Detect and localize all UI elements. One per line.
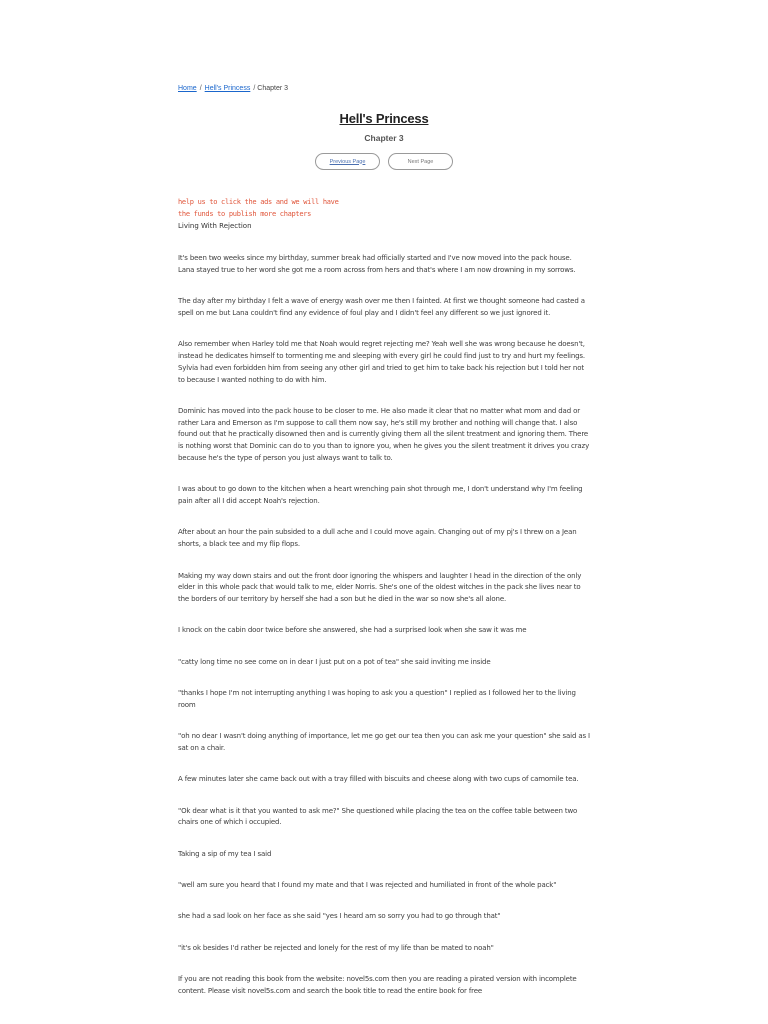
paragraph: Making my way down stairs and out the front door ignoring the whispers and laughter I head in the direction of the only elder in this whole pack that would talk to me, elder Norris. She's one of the oldest witches in the pack she lives near to the borders of our territory by herself she had a son but he died in the war so now she's all alone. bbox=[178, 571, 582, 604]
breadcrumb-current: Chapter 3 bbox=[257, 85, 289, 92]
paragraph: A few minutes later she came back out with a tray filled with biscuits and cheese along with two cups of camomile tea. bbox=[178, 775, 579, 784]
chapter-nav bbox=[178, 153, 590, 170]
book-title[interactable]: Hell's Princess bbox=[339, 111, 429, 126]
next-page-label: Next Page bbox=[407, 158, 434, 165]
breadcrumb-book-link[interactable]: Hell's Princess bbox=[204, 85, 251, 92]
paragraph: "Ok dear what is it that you wanted to ask me?" She questioned while placing the tea on the coffee table between two chairs one of which i occupied. bbox=[178, 806, 578, 827]
promo-line: help us to click the ads and we will have bbox=[178, 198, 339, 206]
chapter-heading: Living With Rejection bbox=[178, 222, 252, 230]
paragraph: Also remember when Harley told me that Noah would regret rejecting me? Yeah well she was wrong because he doesn't, instead he dedicates himself to tormenting me and sleeping with every girl he could find just to try and hurt my feelings. Sylvia had even forbidden him from seeing any other girl and tried to get him to take back his rejection but I told her not to because I wanted nothing to do with him. bbox=[178, 340, 585, 384]
paragraph: It's been two weeks since my birthday, summer break had officially started and I've now moved into the pack house. Lana stayed true to her word she got me a room across from hers and that's where I am now drowning in my sorrows. bbox=[178, 254, 576, 274]
breadcrumb-separator: / bbox=[199, 85, 202, 92]
breadcrumb-separator: / bbox=[253, 85, 256, 92]
paragraph: The day after my birthday I felt a wave of energy wash over me then I fainted. At first we thought someone had casted a spell on me but Lana couldn't find any evidence of foul play and I didn't feel any different so we just ignored it. bbox=[178, 297, 585, 317]
previous-page-button[interactable] bbox=[315, 153, 380, 170]
chapter-container bbox=[178, 84, 590, 997]
paragraph: she had a sad look on her face as she said "yes I heard am so sorry you had to go through that" bbox=[178, 912, 501, 921]
paragraph: Taking a sip of my tea I said bbox=[178, 849, 272, 858]
paragraph: After about an hour the pain subsided to a dull ache and I could move again. Changing out of my pj's I threw on a Jean shorts, a black tee and my flip flops. bbox=[178, 528, 577, 549]
breadcrumb-home-link[interactable]: Home bbox=[178, 85, 197, 92]
paragraph: I knock on the cabin door twice before she answered, she had a surprised look when she saw it was me bbox=[178, 626, 527, 635]
promo-notice bbox=[178, 196, 590, 220]
breadcrumb bbox=[178, 84, 590, 94]
chapter-body bbox=[178, 253, 590, 997]
paragraph: I was about to go down to the kitchen when a heart wrenching pain shot through me, I don't understand why I'm feeling pain after all I did accept Noah's rejection. bbox=[178, 485, 583, 506]
paragraph: "catty long time no see come on in dear I just put on a pot of tea" she said inviting me inside bbox=[178, 657, 491, 666]
paragraph: "well am sure you heard that I found my mate and that I was rejected and humiliated in front of the whole pack" bbox=[178, 880, 557, 889]
next-page-button[interactable] bbox=[388, 153, 453, 170]
promo-line: the funds to publish more chapters bbox=[178, 210, 312, 218]
piracy-notice: If you are not reading this book from the website: novel5s.com then you are reading a pirated version with incomplete content. Please visit novel5s.com and search the book title to read the entire book for free bbox=[178, 974, 577, 995]
paragraph: "it's ok besides I'd rather be rejected and lonely for the rest of my life than be mated to noah" bbox=[178, 943, 494, 952]
paragraph: "oh no dear I wasn't doing anything of importance, let me go get our tea then you can ask me your question" she said as I sat on a chair. bbox=[178, 732, 590, 752]
title-block bbox=[178, 108, 590, 143]
paragraph: "thanks I hope I'm not interrupting anything I was hoping to ask you a question" I replied as I followed her to the living room bbox=[178, 689, 576, 709]
chapter-title: Chapter 3 bbox=[364, 133, 404, 143]
paragraph: Dominic has moved into the pack house to be closer to me. He also made it clear that no matter what mom and dad or rather Lara and Emerson as I'm suppose to call them now say, he's still my brother and nothing will change that. I also found out that he practically disowned then and is currently giving them all the silent treatment and ignoring them. There is nothing worst that Dominic can do to you than to ignore you, when he gives you the silent treatment it drives you crazy because he's the type of person you just always want to talk to. bbox=[178, 406, 590, 463]
previous-page-label: Previous Page bbox=[329, 158, 366, 165]
